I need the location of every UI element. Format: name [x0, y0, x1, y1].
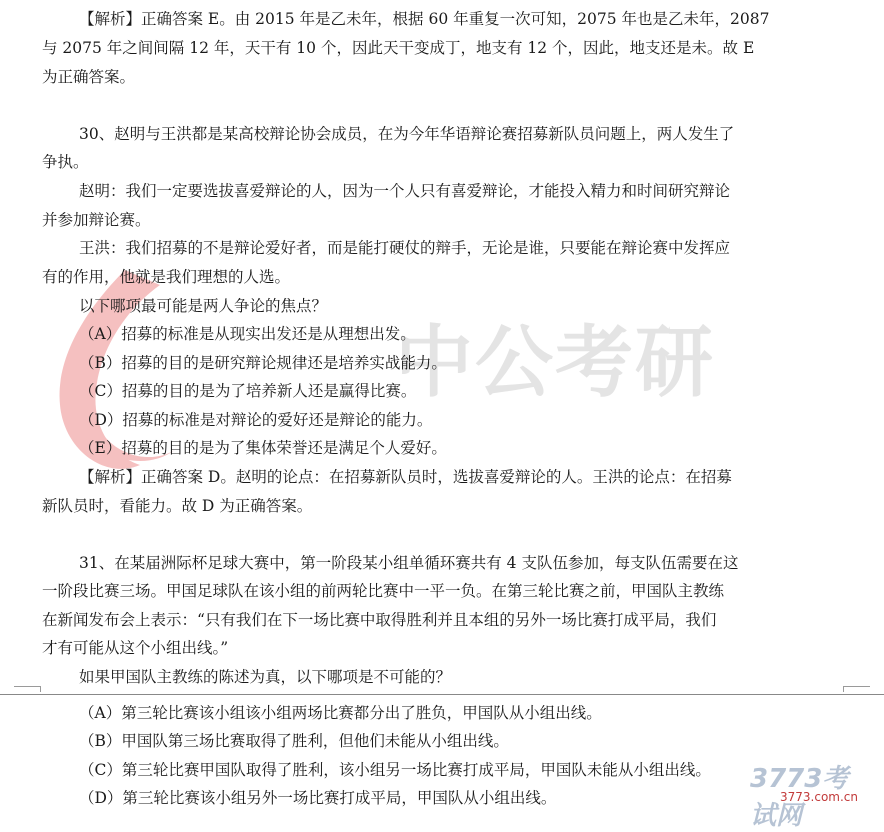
text-line: 【解析】正确答案 E。由 2015 年是乙未年，根据 60 年重复一次可知，2075 年也是乙未年，2087 — [79, 10, 770, 28]
text-line: 31、在某届洲际杯足球大赛中，第一阶段某小组单循环赛共有 4 支队伍参加，每支队伍需要在这 — [79, 554, 739, 572]
page-corner-mark — [843, 686, 844, 692]
option-line: （B）甲国队第三场比赛取得了胜利，但他们未能从小组出线。 — [79, 732, 509, 750]
text-line: 才有可能从这个小组出线。” — [42, 639, 229, 657]
text-line: 如果甲国队主教练的陈述为真，以下哪项是不可能的？ — [79, 668, 452, 686]
page-break-separator — [0, 694, 884, 695]
text-line: 以下哪项最可能是两人争论的焦点？ — [79, 297, 328, 315]
site-logo — [750, 758, 870, 831]
text-line: 王洪：我们招募的不是辩论爱好者，而是能打硬仗的辩手，无论是谁，只要能在辩论赛中发挥应 — [79, 239, 731, 257]
option-line: （C）招募的目的是为了培养新人还是赢得比赛。 — [79, 382, 417, 400]
text-line: 赵明：我们一定要选拔喜爱辩论的人，因为一个人只有喜爱辩论，才能投入精力和时间研究辩论 — [79, 182, 731, 200]
text-line: 一阶段比赛三场。甲国足球队在该小组的前两轮比赛中一平一负。在第三轮比赛之前，甲国队主教练 — [42, 582, 725, 600]
option-line: （D）招募的标准是对辩论的爱好还是辩论的能力。 — [79, 411, 433, 429]
text-line: 争执。 — [42, 153, 89, 171]
option-line: （A）第三轮比赛该小组该小组两场比赛都分出了胜负，甲国队从小组出线。 — [79, 704, 602, 722]
text-line: 新队员时，看能力。故 D 为正确答案。 — [42, 497, 313, 515]
option-line: （C）第三轮比赛甲国队取得了胜利，该小组另一场比赛打成平局，甲国队未能从小组出线。 — [79, 761, 711, 779]
text-line: 并参加辩论赛。 — [42, 211, 151, 229]
text-line: 30、赵明与王洪都是某高校辩论协会成员，在为今年华语辩论赛招募新队员问题上，两人发生了 — [79, 125, 735, 143]
watermark-text: 中公考研 — [395, 318, 716, 408]
text-line: 在新闻发布会上表示：“只有我们在下一场比赛中取得胜利并且本组的另外一场比赛打成平局，我们 — [42, 611, 717, 629]
option-line: （E）招募的目的是为了集体荣誉还是满足个人爱好。 — [79, 439, 447, 457]
text-line: 【解析】正确答案 D。赵明的论点：在招募新队员时，选拔喜爱辩论的人。王洪的论点：在招募 — [79, 468, 732, 486]
site-logo-url: 3773.com.cn — [780, 790, 858, 804]
text-line: 有的作用，他就是我们理想的人选。 — [42, 268, 291, 286]
option-line: （B）招募的目的是研究辩论规律还是培养实战能力。 — [79, 354, 447, 372]
site-logo-title: 3773考试网 — [750, 764, 849, 831]
text-line: 为正确答案。 — [42, 68, 136, 86]
page-corner-mark — [40, 686, 41, 692]
option-line: （D）第三轮比赛该小组另外一场比赛打成平局，甲国队从小组出线。 — [79, 789, 557, 807]
page-corner-mark — [844, 686, 870, 687]
text-line: 与 2075 年之间间隔 12 年，天干有 10 个，因此天干变成丁，地支有 12 个，因此，地支还是未。故 E — [42, 39, 755, 57]
page-corner-mark — [14, 686, 40, 687]
option-line: （A）招募的标准是从现实出发还是从理想出发。 — [79, 325, 416, 343]
